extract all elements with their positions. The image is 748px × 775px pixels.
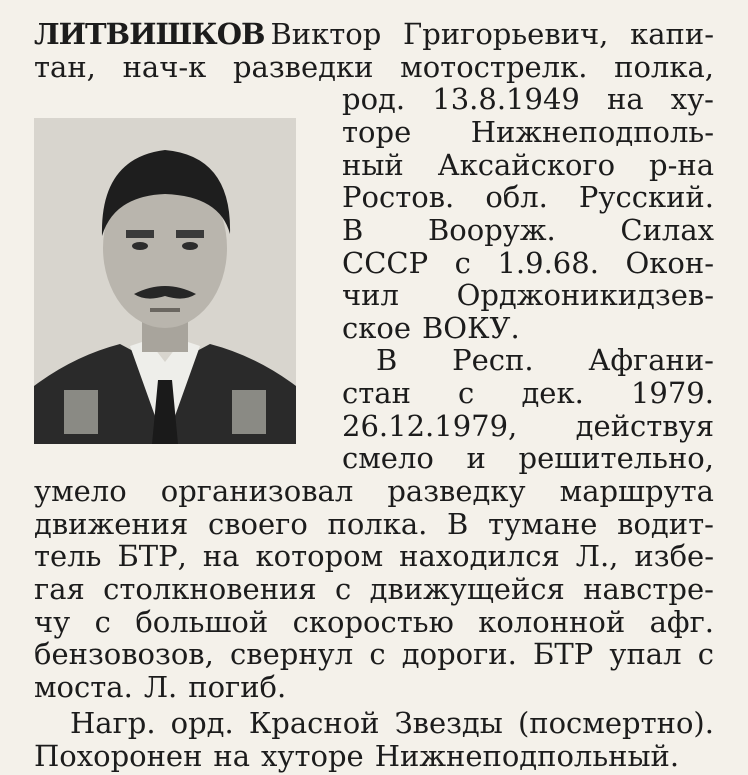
word: 1.9.68. <box>497 245 599 280</box>
word: с <box>454 245 471 280</box>
line-10 <box>342 312 714 345</box>
word: с <box>458 376 475 411</box>
word: умело <box>34 474 127 508</box>
word: Л., <box>575 539 619 574</box>
portrait-photo <box>34 118 296 444</box>
line-4 <box>342 116 714 149</box>
line-14 <box>342 442 714 475</box>
line-13 <box>342 410 714 443</box>
word: с <box>369 637 386 672</box>
word: гая <box>34 571 85 606</box>
word: 1979. <box>630 376 714 411</box>
word: большой <box>135 604 269 639</box>
word: (посмертно). <box>517 706 714 741</box>
word: хуторе <box>261 739 364 773</box>
word: на <box>606 82 644 117</box>
word: род. <box>342 82 406 117</box>
word: Ростов. <box>342 180 455 215</box>
word: Красной <box>248 706 380 741</box>
line-20 <box>34 638 714 671</box>
word: В <box>376 343 398 378</box>
word: на <box>213 739 251 773</box>
line-3 <box>342 83 714 116</box>
word: Звезды <box>394 706 503 741</box>
line-19 <box>34 606 714 639</box>
word: р-на <box>649 147 714 182</box>
word: ный <box>342 147 404 182</box>
word: тель <box>34 539 102 574</box>
word: с <box>94 604 111 639</box>
word: обл. <box>485 180 548 215</box>
word: 26.12.1979, <box>342 408 518 443</box>
word: дороги. <box>401 637 517 672</box>
word: афг. <box>649 604 714 639</box>
word: Русский. <box>578 180 714 215</box>
word: котором <box>255 539 384 574</box>
word: Окон- <box>625 245 714 280</box>
line-16 <box>34 508 714 541</box>
word: БТР <box>533 637 594 672</box>
word: Силах <box>620 212 714 247</box>
word: тумане <box>488 506 598 541</box>
word: ское <box>342 310 411 345</box>
line-text: Виктор Григорьевич, капи- <box>270 17 714 51</box>
word: 13.8.1949 <box>432 82 580 117</box>
line-7 <box>342 214 714 247</box>
word: водит- <box>617 506 714 541</box>
word: решительно, <box>518 441 714 476</box>
line-11 <box>376 344 714 377</box>
word: моста. <box>34 669 133 704</box>
word: на <box>202 539 240 574</box>
line-22 <box>70 707 714 740</box>
word: полка, <box>614 49 714 84</box>
word: чу <box>34 604 71 639</box>
line-5 <box>342 149 714 182</box>
word: своего <box>207 506 308 541</box>
word: действуя <box>575 408 714 443</box>
word: В <box>342 212 364 247</box>
word: Похоронен <box>34 739 203 773</box>
word: с <box>335 571 352 606</box>
word: смело <box>342 441 434 476</box>
word: дек. <box>521 376 584 411</box>
word: полка. <box>327 506 428 541</box>
line-8 <box>342 247 714 280</box>
word: Нижнеподпольный. <box>374 739 680 773</box>
word: столкновения <box>103 571 317 606</box>
word: разведки <box>232 49 374 84</box>
word: орд. <box>170 706 234 741</box>
word: тан, <box>34 49 96 84</box>
word: бензовозов, <box>34 637 214 672</box>
word: Вооруж. <box>427 212 556 247</box>
word: организовал <box>160 474 354 508</box>
line-18 <box>34 573 714 606</box>
word: Афгани- <box>588 343 714 378</box>
word: находился <box>399 539 560 574</box>
line-2 <box>34 51 714 84</box>
line-17 <box>34 540 714 573</box>
word: Нижнеподполь- <box>470 114 714 149</box>
word: Л. <box>143 669 178 704</box>
word: погиб. <box>188 669 287 704</box>
line-21 <box>34 671 714 704</box>
word: Нагр. <box>70 706 156 741</box>
word: избе- <box>634 539 714 574</box>
word: ху- <box>670 82 714 117</box>
line-1 <box>34 18 714 51</box>
word: ВОКУ. <box>422 310 520 345</box>
surname: ЛИТВИШКОВ <box>34 17 265 51</box>
word: разведку <box>387 474 526 508</box>
word: В <box>447 506 469 541</box>
word: СССР <box>342 245 429 280</box>
word: свернул <box>230 637 354 672</box>
line-9 <box>342 279 714 312</box>
word: Респ. <box>452 343 534 378</box>
word: и <box>466 441 486 476</box>
word: нач-к <box>122 49 207 84</box>
word: колонной <box>478 604 626 639</box>
word: маршрута <box>559 474 714 508</box>
word: упал <box>609 637 682 672</box>
word: чил <box>342 278 399 313</box>
line-12 <box>342 377 714 410</box>
word: мотострелк. <box>400 49 588 84</box>
word: движущейся <box>369 571 565 606</box>
word: скоростью <box>292 604 454 639</box>
word: БТР, <box>117 539 187 574</box>
word: Орджоникидзев- <box>456 278 714 313</box>
word: с <box>697 637 714 672</box>
line-6 <box>342 181 714 214</box>
word: торе <box>342 114 412 149</box>
line-23 <box>34 740 714 773</box>
portrait-icon <box>34 118 296 444</box>
word: стан <box>342 376 411 411</box>
word: навстре- <box>583 571 714 606</box>
word: движения <box>34 506 189 541</box>
word: Аксайского <box>437 147 616 182</box>
line-15 <box>34 475 714 508</box>
